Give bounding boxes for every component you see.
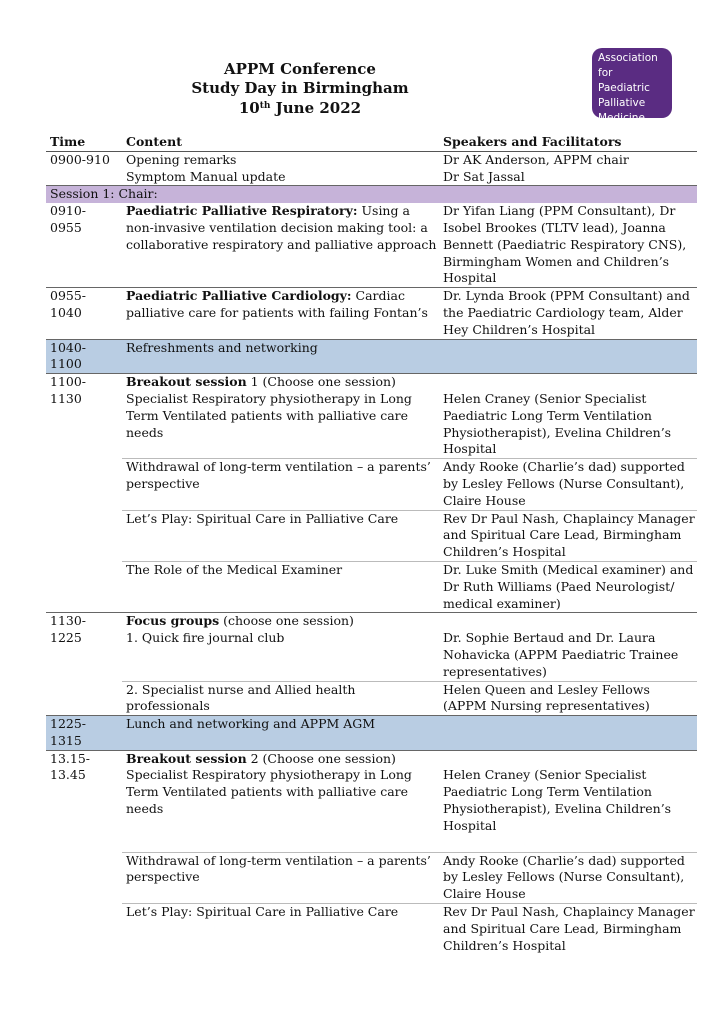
session-1-row xyxy=(46,186,697,203)
content-heading: Focus groups xyxy=(126,613,220,629)
table-row xyxy=(46,391,697,459)
time-line: 1315 xyxy=(50,732,82,748)
content-cell: Specialist Respiratory physiotherapy in Long Term Ventilated patients with palliative care needs xyxy=(126,390,412,440)
title-line-2: Study Day in Birmingham xyxy=(191,78,409,97)
time-line: 1100 xyxy=(50,356,82,372)
speaker-line: Dr Sat Jassal xyxy=(443,168,525,184)
time-cell xyxy=(46,750,122,954)
table-row xyxy=(46,459,697,510)
content-cell: Withdrawal of long-term ventilation – a parents’ perspective xyxy=(122,852,439,903)
table-row-refreshments xyxy=(46,339,697,374)
time-cell xyxy=(46,339,122,374)
content-heading: Paediatric Palliative Respiratory: xyxy=(126,203,358,219)
speakers-cell: Rev Dr Paul Nash, Chaplaincy Manager and Spiritual Care Lead, Birmingham Children’s Hospital xyxy=(439,904,697,955)
content-cell: Let’s Play: Spiritual Care in Palliative Care xyxy=(122,904,439,955)
time-cell xyxy=(46,288,122,339)
time-line: 1130 xyxy=(50,390,82,406)
time-cell xyxy=(46,374,122,613)
logo-line-3: Palliative xyxy=(598,97,646,109)
speakers-cell: Dr Yifan Liang (PPM Consultant), Dr Isobel Brookes (TLTV lead), Joanna Bennett (Paediatric Respiratory CNS), Birmingham Women and Children’s Hospital xyxy=(443,203,687,286)
speakers-cell xyxy=(439,767,697,852)
speakers-cell xyxy=(439,716,697,751)
time-line: 1040- xyxy=(50,339,87,355)
content-line: Symptom Manual update xyxy=(126,168,286,184)
title-date xyxy=(0,97,600,118)
speakers-cell xyxy=(439,339,697,374)
time-line: 1225- xyxy=(50,716,87,732)
speakers-cell: Dr. Luke Smith (Medical examiner) and Dr Ruth Williams (Paed Neurologist/ medical examiner) xyxy=(439,561,697,612)
content-cell: The Role of the Medical Examiner xyxy=(122,561,439,612)
speakers-cell xyxy=(439,151,697,186)
time-line: 0955 xyxy=(50,219,82,235)
table-row xyxy=(46,904,697,955)
speakers-cell: Dr. Sophie Bertaud and Dr. Laura Nohavicka (APPM Paediatric Trainee representatives) xyxy=(443,630,679,679)
content-cell: 2. Specialist nurse and Allied health professionals xyxy=(122,681,439,716)
content-cell xyxy=(122,288,439,339)
table-row xyxy=(46,681,697,716)
schedule-table xyxy=(46,134,697,954)
speakers-cell xyxy=(439,613,697,630)
header-content: Content xyxy=(122,134,439,151)
content-cell: 1. Quick fire journal club xyxy=(126,630,285,646)
content-heading: Breakout session xyxy=(126,374,247,390)
time-line: 0910- xyxy=(50,203,87,219)
speakers-cell: Andy Rooke (Charlie’s dad) supported by Lesley Fellows (Nurse Consultant), Claire House xyxy=(439,852,697,903)
content-cell: Withdrawal of long-term ventilation – a parents’ perspective xyxy=(122,459,439,510)
content-text: (choose one session) xyxy=(219,613,354,629)
time-line: 13.45 xyxy=(50,767,86,783)
content-text: Cardiac palliative care for patients with failing Fontan’s xyxy=(126,288,428,320)
logo-line-2: Paediatric xyxy=(598,82,650,94)
content-cell: Refreshments and networking xyxy=(122,339,439,374)
table-row-lunch xyxy=(46,716,697,751)
content-cell xyxy=(122,613,439,630)
speakers-cell: Andy Rooke (Charlie’s dad) supported by Lesley Fellows (Nurse Consultant), Claire House xyxy=(439,459,697,510)
content-line: Opening remarks xyxy=(126,151,237,167)
speakers-cell: Helen Craney (Senior Specialist Paediatric Long Term Ventilation Physiotherapist), Evelina Children’s Hospital xyxy=(443,390,672,457)
time-cell xyxy=(46,716,122,751)
table-row-opening xyxy=(46,151,697,186)
time-cell: 0900-910 xyxy=(50,151,110,167)
speakers-text: Helen Craney (Senior Specialist Paediatric Long Term Ventilation Physiotherapist), Evelina Children’s Hospital xyxy=(443,767,672,833)
time-line: 1040 xyxy=(50,304,82,320)
table-row xyxy=(46,852,697,903)
content-cell xyxy=(122,151,439,186)
time-line: 0955- xyxy=(50,288,87,304)
table-row-breakout-2-heading xyxy=(46,750,697,767)
content-heading: Breakout session xyxy=(126,750,247,766)
content-text: 1 (Choose one session) xyxy=(246,374,396,390)
logo-line-4: Medicine xyxy=(598,112,645,124)
time-cell xyxy=(46,203,122,287)
table-row-focus-heading xyxy=(46,613,697,630)
time-line: 1225 xyxy=(50,630,82,646)
speakers-cell: Helen Queen and Lesley Fellows (APPM Nursing representatives) xyxy=(439,681,697,716)
speakers-cell xyxy=(439,750,697,767)
speakers-cell: Rev Dr Paul Nash, Chaplaincy Manager and Spiritual Care Lead, Birmingham Children’s Hospital xyxy=(439,510,697,561)
content-cell xyxy=(122,750,439,767)
title-line-1: APPM Conference xyxy=(224,60,376,78)
content-text: Using a non-invasive ventilation decision making tool: a collaborative respiratory and palliative approach xyxy=(126,203,437,252)
header-time: Time xyxy=(46,134,122,151)
table-row xyxy=(46,630,697,681)
speakers-cell: Dr. Lynda Brook (PPM Consultant) and the Paediatric Cardiology team, Alder Hey Children’s Hospital xyxy=(439,288,697,339)
table-row-cardiology xyxy=(46,288,697,339)
content-cell xyxy=(122,203,439,287)
date-day: 10 xyxy=(238,99,260,117)
date-suffix: th xyxy=(259,101,271,111)
content-text: 2 (Choose one session) xyxy=(246,750,396,766)
content-cell: Lunch and networking and APPM AGM xyxy=(122,716,439,751)
time-line: 13.15- xyxy=(50,750,91,766)
table-row-breakout-1-heading xyxy=(46,374,697,391)
session-label: Session 1: Chair: xyxy=(46,186,697,203)
content-cell: Let’s Play: Spiritual Care in Palliative Care xyxy=(122,510,439,561)
header-speakers: Speakers and Facilitators xyxy=(439,134,697,151)
speakers-cell xyxy=(439,374,697,391)
table-row xyxy=(46,767,697,852)
logo-line-1: Association for xyxy=(598,52,658,79)
table-row xyxy=(46,510,697,561)
document-title xyxy=(0,60,600,118)
table-row-respiratory xyxy=(46,203,697,287)
time-cell xyxy=(46,613,122,716)
appm-logo xyxy=(592,48,672,124)
content-heading: Paediatric Palliative Cardiology: xyxy=(126,288,352,304)
speaker-line: Dr AK Anderson, APPM chair xyxy=(443,151,629,167)
content-cell xyxy=(122,374,439,391)
time-line: 1130- xyxy=(50,613,87,629)
content-cell: Specialist Respiratory physiotherapy in Long Term Ventilated patients with palliative care needs xyxy=(126,767,412,817)
date-rest: June 2022 xyxy=(270,99,362,117)
time-line: 1100- xyxy=(50,374,87,390)
table-header-row xyxy=(46,134,697,151)
table-row xyxy=(46,561,697,612)
